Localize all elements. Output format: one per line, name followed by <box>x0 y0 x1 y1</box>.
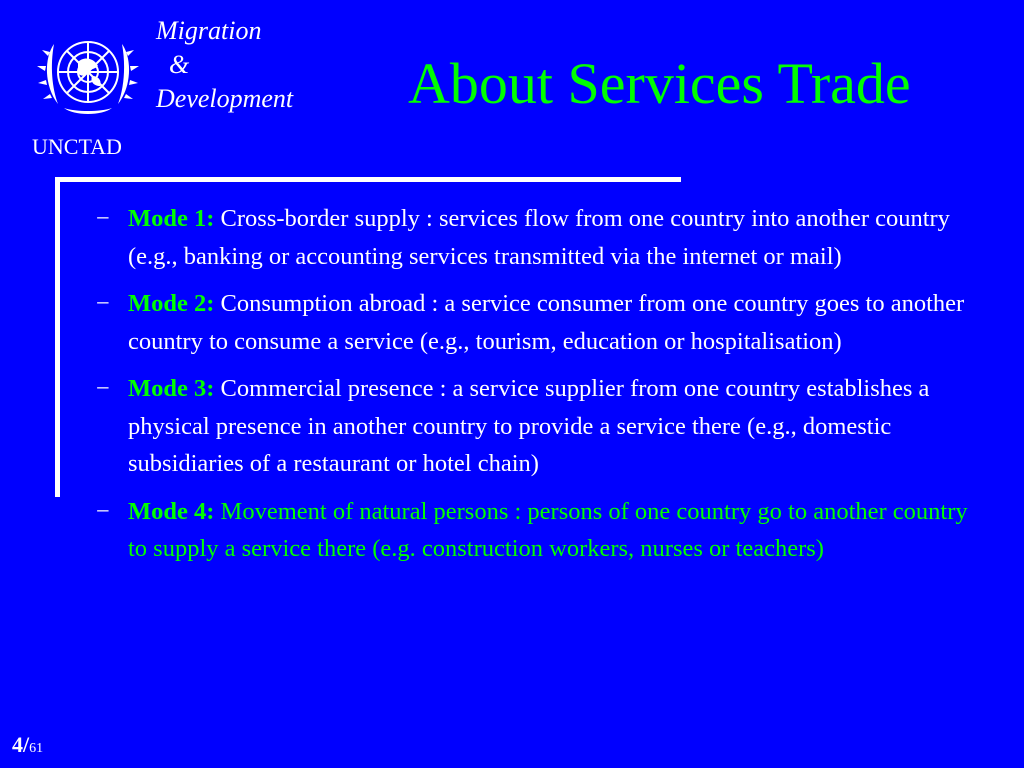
bullet-marker: − <box>96 375 110 402</box>
bullet-marker: − <box>96 290 110 317</box>
bullet-list <box>92 200 992 578</box>
bullet-item-mode-1 <box>92 200 992 275</box>
subtitle <box>156 14 293 116</box>
slide-title: About Services Trade <box>408 51 911 116</box>
bullet-item-mode-2 <box>92 285 992 360</box>
mode-label: Mode 4: <box>128 497 215 525</box>
subtitle-line: Migration <box>156 16 262 45</box>
org-label: UNCTAD <box>32 134 122 159</box>
bullet-item-mode-4 <box>92 493 992 568</box>
bullet-marker: − <box>96 205 110 232</box>
subtitle-line: Development <box>156 84 294 113</box>
frame-divider-top <box>55 177 681 182</box>
mode-description: Consumption abroad : a service consumer from one country goes to another country to consume a service (e.g., tourism, education or hospitalisation) <box>128 290 965 355</box>
page-current: 4/ <box>12 732 30 757</box>
mode-description: Commercial presence : a service supplier from one country establishes a physical presence in another country to provide a service there (e.g., domestic subsidiaries of a restaurant or hotel chain) <box>128 375 930 477</box>
page-number <box>12 732 43 758</box>
page-total: 61 <box>29 741 44 756</box>
bullet-marker: − <box>96 497 110 525</box>
mode-label: Mode 2: <box>128 290 215 317</box>
mode-label: Mode 3: <box>128 375 215 402</box>
bullet-item-mode-3 <box>92 370 992 483</box>
mode-label: Mode 1: <box>128 205 215 232</box>
mode-description: Movement of natural persons : persons of one country go to another country to supply a service there (e.g. construction workers, nurses or teachers) <box>128 497 968 562</box>
frame-divider-left <box>55 177 60 497</box>
mode-description: Cross-border supply : services flow from one country into another country (e.g., banking or accounting services transmitted via the internet or mail) <box>128 205 950 270</box>
subtitle-line: & <box>156 50 190 79</box>
un-emblem-icon <box>28 22 148 126</box>
